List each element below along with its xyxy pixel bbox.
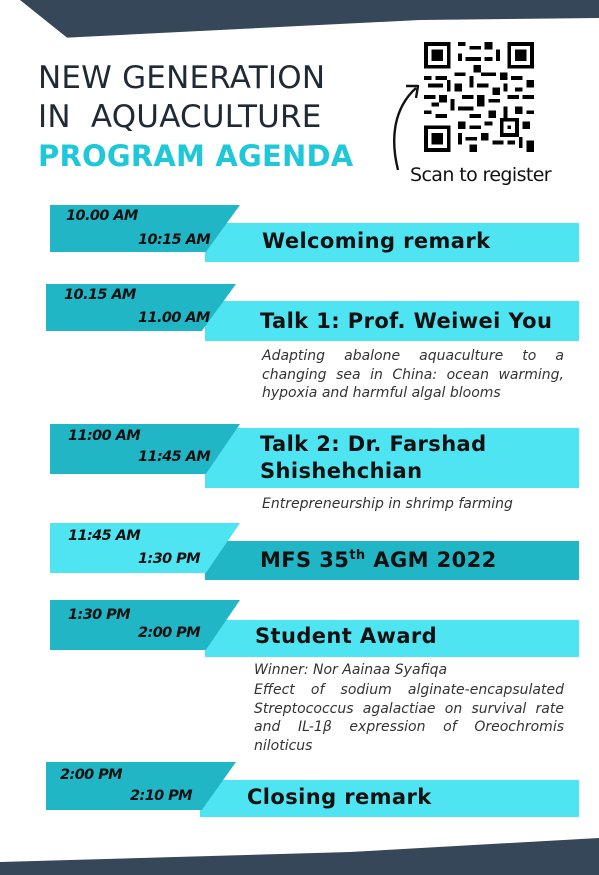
- qr-caption: Scan to register: [410, 164, 552, 186]
- curved-arrow-icon: [388, 78, 422, 174]
- agm-title-suffix: AGM 2022: [365, 548, 497, 572]
- end-time: 2:00 PM: [138, 625, 200, 641]
- agenda-title: [260, 548, 497, 572]
- agm-title-superscript: th: [349, 548, 366, 563]
- end-time: 11.00 AM: [138, 310, 210, 326]
- award-winner: Winner: Nor Aainaa Syafiqa: [254, 662, 448, 678]
- end-time: 1:30 PM: [138, 551, 200, 567]
- agenda-title: Talk 1: Prof. Weiwei You: [260, 309, 553, 333]
- award-description: Effect of sodium alginate-encapsulated Streptococcus agalactiae on survival rate and IL-1β expression of Oreochromis niloticus: [254, 682, 564, 754]
- agenda-title: Student Award: [255, 624, 438, 648]
- start-time: 10.00 AM: [66, 208, 138, 224]
- start-time: 2:00 PM: [60, 767, 122, 783]
- end-time: 10:15 AM: [138, 232, 211, 248]
- title-line-1: NEW GENERATION: [38, 60, 326, 96]
- talk-description: Entrepreneurship in shrimp farming: [262, 496, 513, 512]
- top-decor-band: [0, 0, 599, 40]
- agenda-title: Closing remark: [247, 785, 432, 809]
- start-time: 11:45 AM: [68, 528, 141, 544]
- qr-code[interactable]: [420, 42, 538, 152]
- agenda-title-line-1: Talk 2: Dr. Farshad: [260, 432, 487, 456]
- end-time: 11:45 AM: [138, 449, 211, 465]
- title-line-2: IN AQUACULTURE: [38, 99, 322, 135]
- start-time: 10.15 AM: [64, 287, 136, 303]
- bottom-decor-band: [0, 838, 599, 875]
- end-time: 2:10 PM: [130, 788, 192, 804]
- agm-title-prefix: MFS 35: [260, 548, 350, 572]
- subtitle: PROGRAM AGENDA: [38, 139, 354, 173]
- agenda-title-line-2: Shishehchian: [260, 459, 423, 483]
- start-time: 1:30 PM: [68, 607, 130, 623]
- agenda-title: Welcoming remark: [262, 229, 491, 253]
- start-time: 11:00 AM: [68, 428, 141, 444]
- talk-description: Adapting abalone aquaculture to a changing sea in China: ocean warming, hypoxia and harmful algal blooms: [262, 348, 564, 401]
